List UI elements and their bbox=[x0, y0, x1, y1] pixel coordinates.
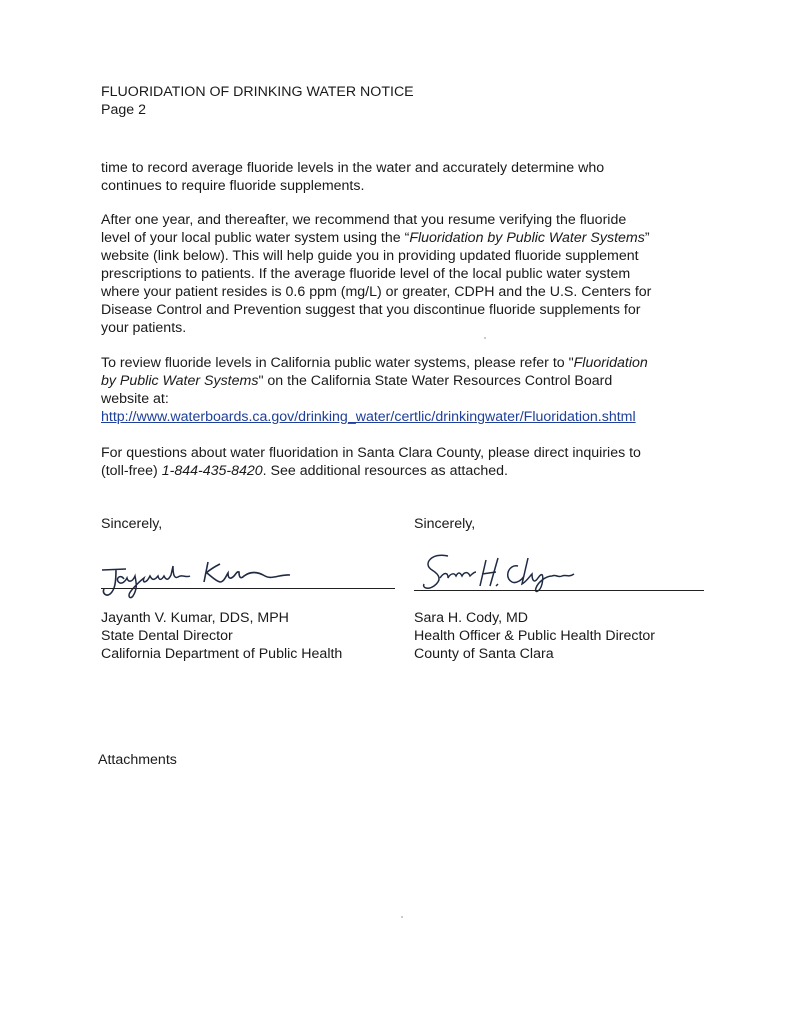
paragraph-3 bbox=[101, 354, 706, 426]
text-line: website at: bbox=[101, 391, 169, 407]
text-line: prescriptions to patients. If the average fluoride level of the local public water system bbox=[101, 266, 631, 282]
text-line: For questions about water fluoridation in Santa Clara County, please direct inquiries to bbox=[101, 445, 641, 461]
letter-header bbox=[101, 83, 414, 119]
signer-name: Sara H. Cody, MD bbox=[414, 610, 529, 626]
paragraph-1 bbox=[101, 159, 706, 195]
publication-title: Fluoridation bbox=[573, 355, 648, 371]
signer-title: State Dental Director bbox=[101, 628, 233, 644]
signature-left bbox=[100, 556, 300, 604]
closing-right: Sincerely, bbox=[414, 516, 476, 532]
page-number: Page 2 bbox=[101, 102, 146, 118]
signer-organization: California Department of Public Health bbox=[101, 646, 343, 662]
publication-title: Fluoridation by Public Water Systems bbox=[409, 230, 645, 246]
signature-block-left bbox=[101, 609, 342, 663]
text-line: time to record average fluoride levels in the water and accurately determine who bbox=[101, 160, 605, 176]
attachments-label: Attachments bbox=[98, 752, 177, 768]
paragraph-4 bbox=[101, 444, 706, 480]
fluoridation-link[interactable]: http://www.waterboards.ca.gov/drinking_water/certlic/drinkingwater/Fluoridation.shtml bbox=[101, 409, 636, 425]
text-run: (toll-free) bbox=[101, 463, 162, 479]
signature-right bbox=[418, 548, 618, 600]
text-line: where your patient resides is 0.6 ppm (mg/L) or greater, CDPH and the U.S. Centers for bbox=[101, 284, 652, 300]
paragraph-2 bbox=[101, 211, 706, 337]
text-line: Disease Control and Prevention suggest that you discontinue fluoride supplements for bbox=[101, 302, 641, 318]
signer-organization: County of Santa Clara bbox=[414, 646, 554, 662]
text-run: To review fluoride levels in California public water systems, please refer to " bbox=[101, 355, 574, 371]
text-line: your patients. bbox=[101, 320, 187, 336]
text-run: . See additional resources as attached. bbox=[262, 463, 508, 479]
phone-number: 1-844-435-8420 bbox=[161, 463, 263, 479]
publication-title: by Public Water Systems bbox=[101, 373, 259, 389]
scan-speck bbox=[401, 916, 403, 918]
scan-speck bbox=[484, 337, 486, 339]
text-run: level of your local public water system using the “ bbox=[101, 230, 410, 246]
signer-title: Health Officer & Public Health Director bbox=[414, 628, 656, 644]
notice-title: FLUORIDATION OF DRINKING WATER NOTICE bbox=[101, 84, 414, 100]
text-line: After one year, and thereafter, we recommend that you resume verifying the fluoride bbox=[101, 212, 627, 228]
text-line bbox=[101, 229, 706, 247]
text-line bbox=[101, 372, 706, 390]
text-run: " on the California State Water Resources Control Board bbox=[258, 373, 613, 389]
signature-line-right bbox=[414, 590, 704, 591]
signature-block-right bbox=[414, 609, 655, 663]
signature-line-left bbox=[101, 588, 395, 589]
text-line: website (link below). This will help guide you in providing updated fluoride supplement bbox=[101, 248, 639, 264]
text-line bbox=[101, 462, 706, 480]
text-line: continues to require fluoride supplements. bbox=[101, 178, 365, 194]
signer-name: Jayanth V. Kumar, DDS, MPH bbox=[101, 610, 289, 626]
closing-left: Sincerely, bbox=[101, 516, 163, 532]
text-line bbox=[101, 354, 706, 372]
text-run: ” bbox=[644, 230, 650, 246]
